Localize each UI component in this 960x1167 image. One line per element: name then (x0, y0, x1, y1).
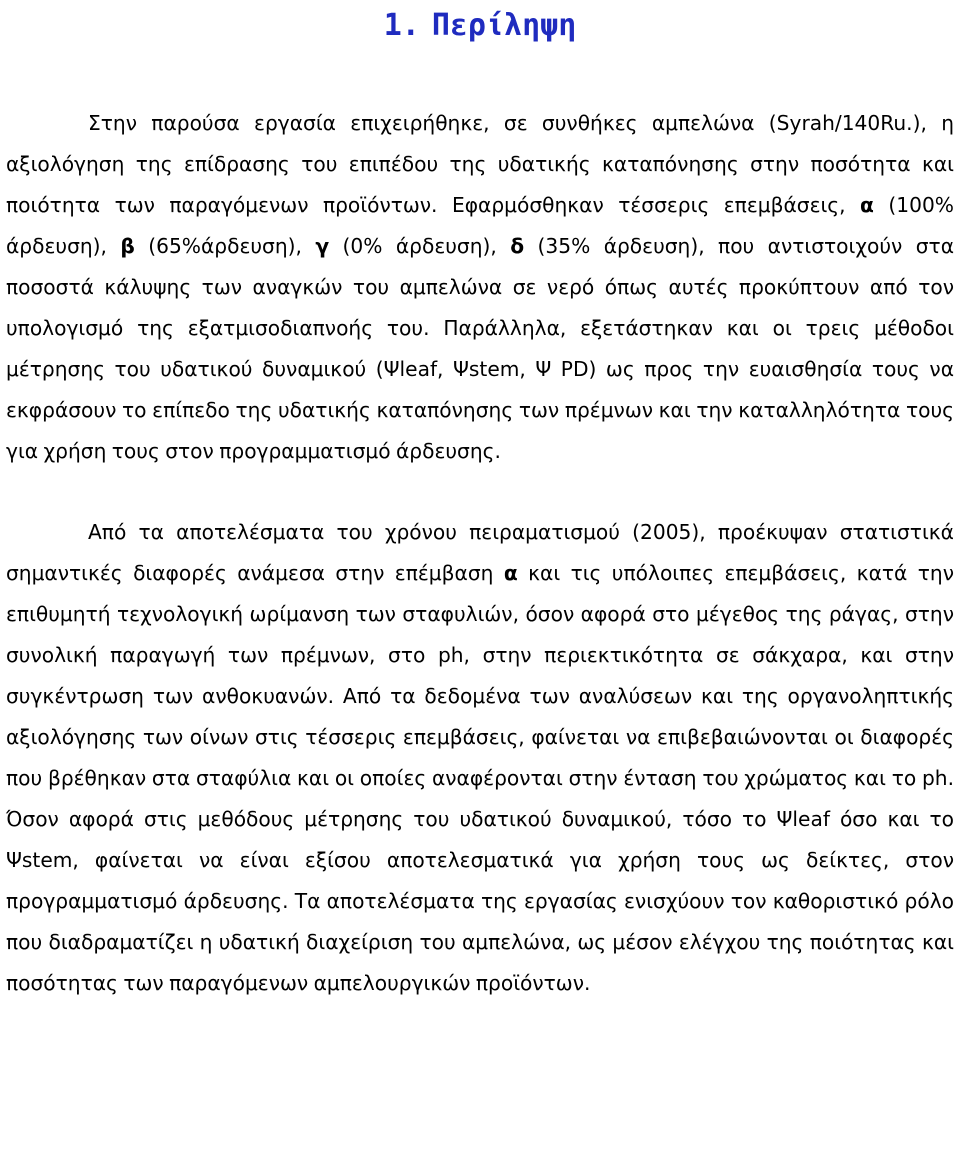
paragraph-2-text-2: και τις υπόλοιπες επεμβάσεις, κατά την επιθυμητή τεχνολογική ωρίμανση των σταφυλιών, όσον αφορά στο μέγεθος της ράγας, στην συνολική παραγωγή των πρέμνων, στο ph, στην περιεκτικότητα σε σάκχαρα, και στην συγκέντρωση των ανθοκυανών. Από τα δεδομένα των αναλύσεων και της οργανοληπτικής αξιολόγησης των οίνων στις τέσσερις επεμβάσεις, φαίνεται να επιβεβαιώνονται οι διαφορές που βρέθηκαν στα σταφύλια και οι οποίες αναφέρονται στην ένταση του χρώματος και το ph. Όσον αφορά στις μεθόδους μέτρησης του υδατικού δυναμικού, τόσο το Ψleaf όσο και το Ψstem, φαίνεται να είναι εξίσου αποτελεσματικά για χρήση τους ως δείκτες, στον προγραμματισμό άρδευσης. Τα αποτελέσματα της εργασίας ενισχύουν τον καθοριστικό ρόλο που διαδραματίζει η υδατική διαχείριση του αμπελώνα, ως μέσον ελέγχου της ποιότητας και ποσότητας των παραγόμενων αμπελουργικών προϊόντων. (6, 561, 954, 995)
paragraph-1-text-1: Στην παρούσα εργασία επιχειρήθηκε, σε συνθήκες αμπελώνα (Syrah/140Ru.), η αξιολόγηση της επίδρασης του επιπέδου της υδατικής καταπόνησης στην ποσότητα και ποιότητα των παραγόμενων προϊόντων. Εφαρμόσθηκαν τέσσερις επεμβάσεις, (6, 111, 954, 217)
treatment-label-d: δ (510, 234, 525, 258)
summary-paragraph-2 (6, 512, 954, 1004)
paragraph-2-text-1: Από τα αποτελέσματα του χρόνου πειραματισμού (2005), προέκυψαν στατιστικά σημαντικές διαφορές ανάμεσα στην επέμβαση (6, 520, 954, 585)
document-page (6, 0, 954, 1004)
section-number: 1. (383, 8, 420, 43)
page-title (6, 0, 954, 56)
paragraph-1-text-2: (100% άρδευση), (6, 193, 954, 258)
summary-paragraph-1 (6, 103, 954, 472)
treatment-label-g: γ (315, 234, 330, 258)
section-title: Περίληψη (431, 8, 577, 43)
paragraph-1-text-3: (65%άρδευση), (134, 234, 316, 258)
treatment-label-b: β (120, 234, 135, 258)
treatment-label-a-2: α (503, 561, 518, 585)
paragraph-1-text-5: (35% άρδευση), που αντιστοιχούν στα ποσοστά κάλυψης των αναγκών του αμπελώνα σε νερό όπως αυτές προκύπτουν από τον υπολογισμό της εξατμισοδιαπνοής του. Παράλληλα, εξετάστηκαν και οι τρεις μέθοδοι μέτρησης του υδατικού δυναμικού (Ψleaf, Ψstem, Ψ PD) ως προς την ευαισθησία τους να εκφράσουν το επίπεδο της υδατικής καταπόνησης των πρέμνων και την καταλληλότητα τους για χρήση τους στον προγραμματισμό άρδευσης. (6, 234, 954, 463)
treatment-label-a: α (860, 193, 874, 217)
paragraph-1-text-4: (0% άρδευση), (329, 234, 511, 258)
